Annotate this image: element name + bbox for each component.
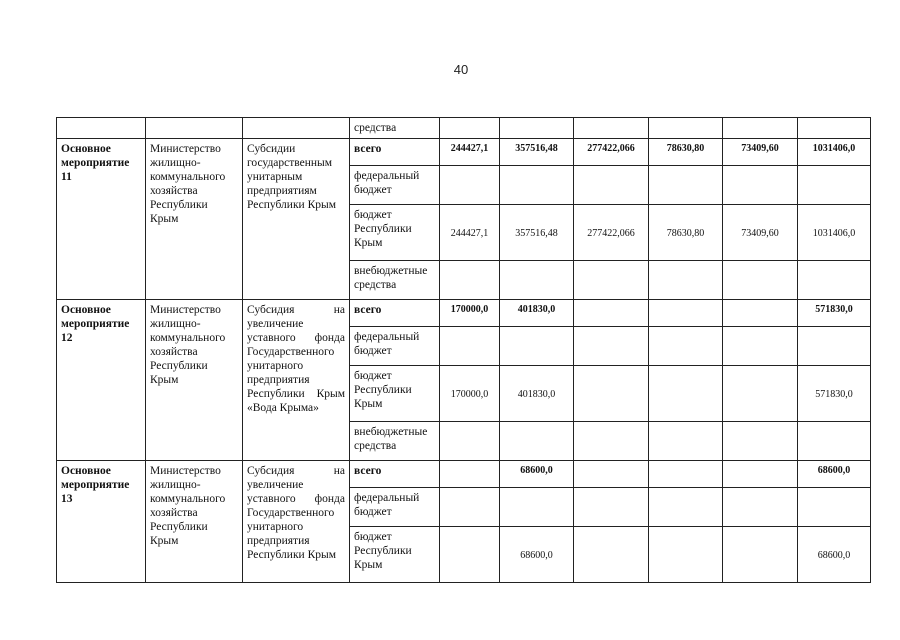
- value-cell: 170000,0: [440, 366, 500, 422]
- value-cell: [440, 461, 500, 488]
- value-cell: 357516,48: [500, 205, 574, 261]
- value-cell: 277422,066: [574, 139, 649, 166]
- value-cell: [440, 527, 500, 583]
- measure-executor: Министерство жилищно-коммунального хозяйства Республики Крым: [146, 300, 243, 461]
- source-regional: бюджет Республики Крым: [350, 205, 440, 261]
- value-cell: [500, 166, 574, 205]
- table-row: [57, 139, 871, 166]
- value-cell: [574, 488, 649, 527]
- value-cell: [500, 327, 574, 366]
- value-cell: 244427,1: [440, 205, 500, 261]
- value-cell: [723, 261, 798, 300]
- value-cell: [798, 166, 871, 205]
- measure-executor: Министерство жилищно-коммунального хозяйства Республики Крым: [146, 461, 243, 583]
- value-cell: 571830,0: [798, 366, 871, 422]
- value-cell: [649, 488, 723, 527]
- budget-table: [56, 117, 871, 583]
- table-row: [57, 461, 871, 488]
- value-cell: [574, 327, 649, 366]
- value-cell: [798, 422, 871, 461]
- measure-executor: Министерство жилищно-коммунального хозяйства Республики Крым: [146, 139, 243, 300]
- value-cell: 78630,80: [649, 139, 723, 166]
- source-total: всего: [350, 300, 440, 327]
- value-cell: [649, 327, 723, 366]
- value-cell: [649, 527, 723, 583]
- measure-description: Субсидия на увеличение уставного фонда Государственного унитарного предприятия Республики Крым «Вода Крыма»: [243, 300, 350, 461]
- continuation-row: [57, 118, 871, 139]
- value-cell: 1031406,0: [798, 139, 871, 166]
- source-total: всего: [350, 461, 440, 488]
- value-cell: [723, 166, 798, 205]
- value-cell: [574, 366, 649, 422]
- value-cell: [574, 422, 649, 461]
- value-cell: [649, 422, 723, 461]
- measure-description: Субсидии государственным унитарным предприятиям Республики Крым: [243, 139, 350, 300]
- value-cell: 244427,1: [440, 139, 500, 166]
- value-cell: [500, 261, 574, 300]
- measure-title: Основное мероприятие 13: [57, 461, 146, 583]
- value-cell: [574, 261, 649, 300]
- value-cell: [723, 422, 798, 461]
- value-cell: [440, 166, 500, 205]
- source-extra: внебюджетные средства: [350, 422, 440, 461]
- value-cell: [440, 261, 500, 300]
- value-cell: [723, 327, 798, 366]
- value-cell: 68600,0: [500, 527, 574, 583]
- value-cell: [440, 488, 500, 527]
- measure-description: Субсидия на увеличение уставного фонда Государственного унитарного предприятия Республики Крым: [243, 461, 350, 583]
- value-cell: 571830,0: [798, 300, 871, 327]
- source-federal: федеральный бюджет: [350, 166, 440, 205]
- value-cell: [440, 422, 500, 461]
- value-cell: [574, 166, 649, 205]
- table-row: [57, 300, 871, 327]
- value-cell: 401830,0: [500, 300, 574, 327]
- value-cell: [574, 461, 649, 488]
- value-cell: 73409,60: [723, 205, 798, 261]
- value-cell: [649, 166, 723, 205]
- value-cell: 73409,60: [723, 139, 798, 166]
- source-federal: федеральный бюджет: [350, 327, 440, 366]
- source-total: всего: [350, 139, 440, 166]
- value-cell: 357516,48: [500, 139, 574, 166]
- value-cell: [440, 327, 500, 366]
- value-cell: 277422,066: [574, 205, 649, 261]
- value-cell: 170000,0: [440, 300, 500, 327]
- source-regional: бюджет Республики Крым: [350, 527, 440, 583]
- value-cell: [723, 300, 798, 327]
- source-extra: внебюджетные средства: [350, 261, 440, 300]
- value-cell: [798, 261, 871, 300]
- value-cell: [723, 461, 798, 488]
- source-label: средства: [350, 118, 440, 139]
- value-cell: 1031406,0: [798, 205, 871, 261]
- value-cell: [723, 488, 798, 527]
- value-cell: 68600,0: [798, 527, 871, 583]
- source-regional: бюджет Республики Крым: [350, 366, 440, 422]
- value-cell: [798, 488, 871, 527]
- value-cell: [649, 300, 723, 327]
- value-cell: 401830,0: [500, 366, 574, 422]
- value-cell: [649, 261, 723, 300]
- measure-title: Основное мероприятие 12: [57, 300, 146, 461]
- value-cell: [574, 527, 649, 583]
- value-cell: [649, 461, 723, 488]
- value-cell: [723, 366, 798, 422]
- value-cell: 78630,80: [649, 205, 723, 261]
- value-cell: [500, 422, 574, 461]
- value-cell: [500, 488, 574, 527]
- value-cell: 68600,0: [798, 461, 871, 488]
- value-cell: 68600,0: [500, 461, 574, 488]
- page-number: 40: [453, 62, 469, 77]
- value-cell: [798, 327, 871, 366]
- source-federal: федеральный бюджет: [350, 488, 440, 527]
- measure-title: Основное мероприятие 11: [57, 139, 146, 300]
- value-cell: [649, 366, 723, 422]
- value-cell: [574, 300, 649, 327]
- value-cell: [723, 527, 798, 583]
